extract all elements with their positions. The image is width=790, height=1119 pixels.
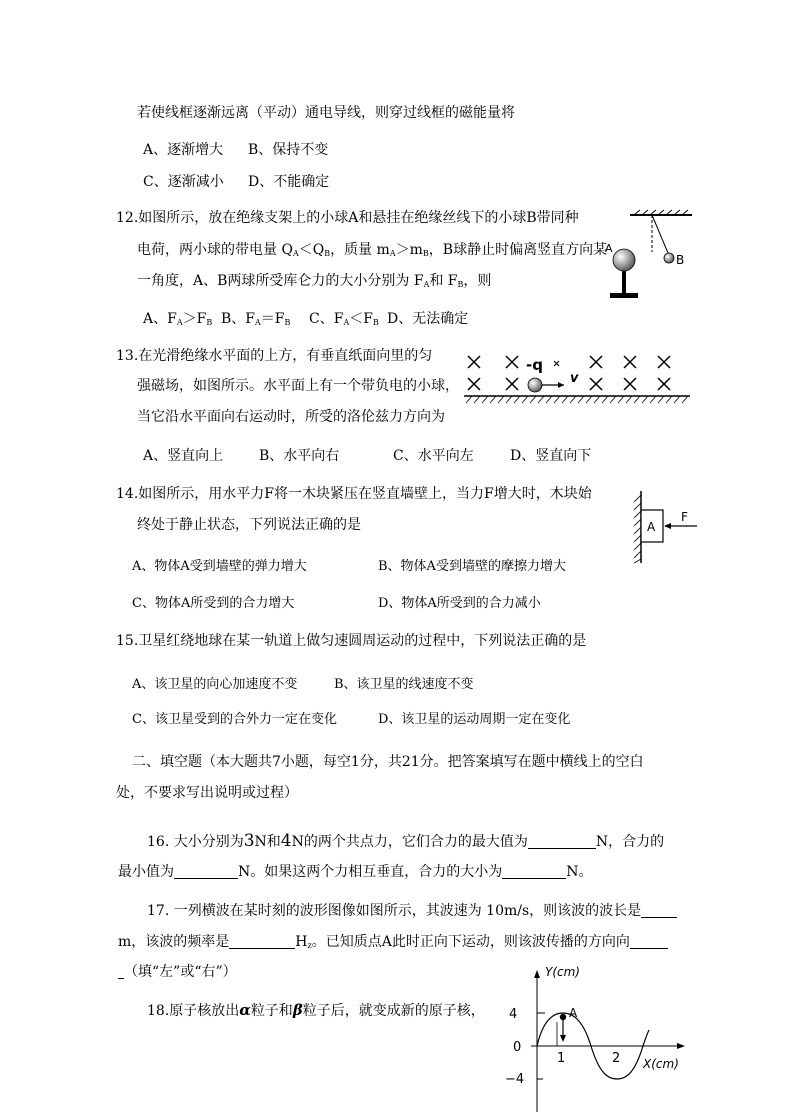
q16-blank-min[interactable] [174, 864, 238, 879]
q17-blank-frequency[interactable] [229, 934, 295, 949]
q11-option-d[interactable]: D、不能确定 [248, 174, 330, 190]
q16-line2: 最小值为 N。如果这两个力相互垂直，合力的大小为 N。 [118, 864, 593, 880]
q13-option-d[interactable]: D、竖直向下 [510, 448, 592, 464]
q14-figure [625, 487, 700, 567]
wave-point-a [560, 1014, 566, 1020]
q17-line3: （填“左”或“右”） [118, 963, 237, 981]
wave-tick-y-4: 4 [509, 1007, 518, 1022]
q15-option-c[interactable]: C、该卫星受到的合外力一定在变化 [132, 712, 337, 727]
wave-point-a-motion-arrowhead [560, 1035, 566, 1042]
wave-tick-y-0: 0 [513, 1040, 522, 1055]
q13-velocity-arrowhead [558, 382, 564, 388]
q14-force-label: F [681, 510, 688, 524]
wave-tick-y-neg4: −4 [505, 1072, 525, 1087]
q13-option-c[interactable]: C、水平向左 [393, 448, 474, 464]
q13-velocity-label: v [570, 371, 579, 386]
q12-figure [600, 210, 695, 310]
q15-option-d[interactable]: D、该卫星的运动周期一定在变化 [378, 712, 571, 727]
q17-line1: 17. 一列横波在某时刻的波形图像如图所示，其波速为 10m/s，则该波的波长是 [147, 902, 677, 920]
q14-stem-line1: 14.如图所示，用水平力F将一木块紧压在竖直墙壁上，当力F增大时，木块始 [116, 486, 592, 502]
wave-figure [495, 962, 695, 1119]
section2-heading-line1: 二、填空题（本大题共7小题，每空1分，共21分。把答案填写在题中横线上的空白 [132, 754, 644, 770]
q12-label-a: A [605, 242, 613, 255]
wave-x-axis-arrow [677, 1043, 685, 1049]
wave-point-a-label: A [569, 1006, 578, 1020]
q14-stem-line2: 终处于静止状态，下列说法正确的是 [137, 517, 361, 533]
q12-stem-line1: 12.如图所示，放在绝缘支架上的小球A和悬挂在绝缘丝线下的小球B带同种 [116, 210, 579, 226]
q14-block-label: A [647, 520, 656, 534]
q12-option-c[interactable]: C、$F_A<F_B$ [309, 311, 379, 327]
wave-tick-x-1: 1 [557, 1051, 566, 1066]
q12-stand-base [610, 293, 638, 298]
q16-blank-max[interactable] [528, 834, 596, 849]
q12-option-a[interactable]: A、$F_A>F_B$ [143, 311, 213, 327]
q13-option-b[interactable]: B、水平向右 [259, 448, 340, 464]
q17-blank-wavelength[interactable] [641, 903, 677, 918]
q12-label-b: B [676, 253, 685, 267]
wave-tick-x-2: 2 [612, 1051, 621, 1066]
q12-thread [652, 215, 668, 253]
wave-y-axis-arrow [534, 970, 540, 978]
q15-stem: 15.卫星红绕地球在某一轨道上做匀速圆周运动的过程中，下列说法正确的是 [116, 633, 587, 649]
q14-option-d[interactable]: D、物体A所受到的合力减小 [378, 596, 541, 611]
q18-line1: 18.原子核放出α粒子和β粒子后，就变成新的原子核， [147, 1001, 485, 1019]
q17-blank-direction[interactable] [630, 934, 668, 949]
q12-ball-b [664, 253, 674, 263]
q11-option-a[interactable]: A、逐渐增大 [143, 142, 224, 158]
q15-option-b[interactable]: B、该卫星的线速度不变 [334, 677, 474, 692]
q14-option-b[interactable]: B、物体A受到墙壁的摩擦力增大 [378, 559, 566, 574]
q17-line2: m，该波的频率是 $H_z$。已知质点A此时正向下运动，则该波传播的方向向 [118, 933, 668, 955]
q12-stem-line2: 电荷，两小球的带电量 $Q_A<Q_B$，质量 $m_A>m_B$，B球静止时偏离竖直方向某 [137, 242, 608, 258]
q11-option-b[interactable]: B、保持不变 [248, 142, 329, 158]
q11-stem: 若使线框逐渐远离（平动）通电导线，则穿过线框的磁能量将 [137, 105, 515, 121]
q13-stem-line3: 当它沿水平面向右运动时，所受的洛伦兹力方向为 [137, 409, 445, 425]
q13-ground-hatch [466, 396, 688, 403]
q13-charged-ball [528, 378, 542, 392]
q12-option-b[interactable]: B、$F_A=F_B$ [221, 311, 291, 327]
q14-force-arrowhead [664, 523, 671, 529]
q14-option-c[interactable]: C、物体A所受到的合力增大 [132, 596, 295, 611]
wave-y-label: Y(cm) [545, 965, 580, 979]
q12-stand-pole [622, 271, 626, 293]
q12-option-d[interactable]: D、无法确定 [387, 311, 469, 327]
q12-ball-a [613, 249, 635, 271]
q14-option-a[interactable]: A、物体A受到墙壁的弹力增大 [132, 559, 307, 574]
wave-x-label: X(cm) [643, 1057, 679, 1071]
q13-stem-line1: 13.在光滑绝缘水平面的上方，有垂直纸面向里的匀 [116, 348, 433, 364]
q13-stem-line2: 强磁场，如图所示。水平面上有一个带负电的小球， [137, 378, 459, 394]
q11-option-c[interactable]: C、逐渐减小 [143, 174, 224, 190]
q14-wall-hatch [634, 495, 641, 563]
q12-stem-line3: 一角度，A、B两球所受库仑力的大小分别为 $F_A$和 $F_B$，则 [137, 273, 492, 289]
q15-option-a[interactable]: A、该卫星的向心加速度不变 [132, 677, 298, 692]
q13-option-a[interactable]: A、竖直向上 [143, 448, 224, 464]
q16-blank-perpendicular[interactable] [502, 864, 566, 879]
q13-magnetic-field-marks [468, 356, 670, 390]
q13-figure [462, 350, 692, 412]
q13-charge-label: -q [526, 356, 543, 374]
section2-heading-line2: 处，不要求写出说明或过程） [116, 785, 298, 801]
q16-line1: 16. 大小分别为3N和4N的两个共点力，它们合力的最大值为 N，合力的 [147, 831, 665, 851]
